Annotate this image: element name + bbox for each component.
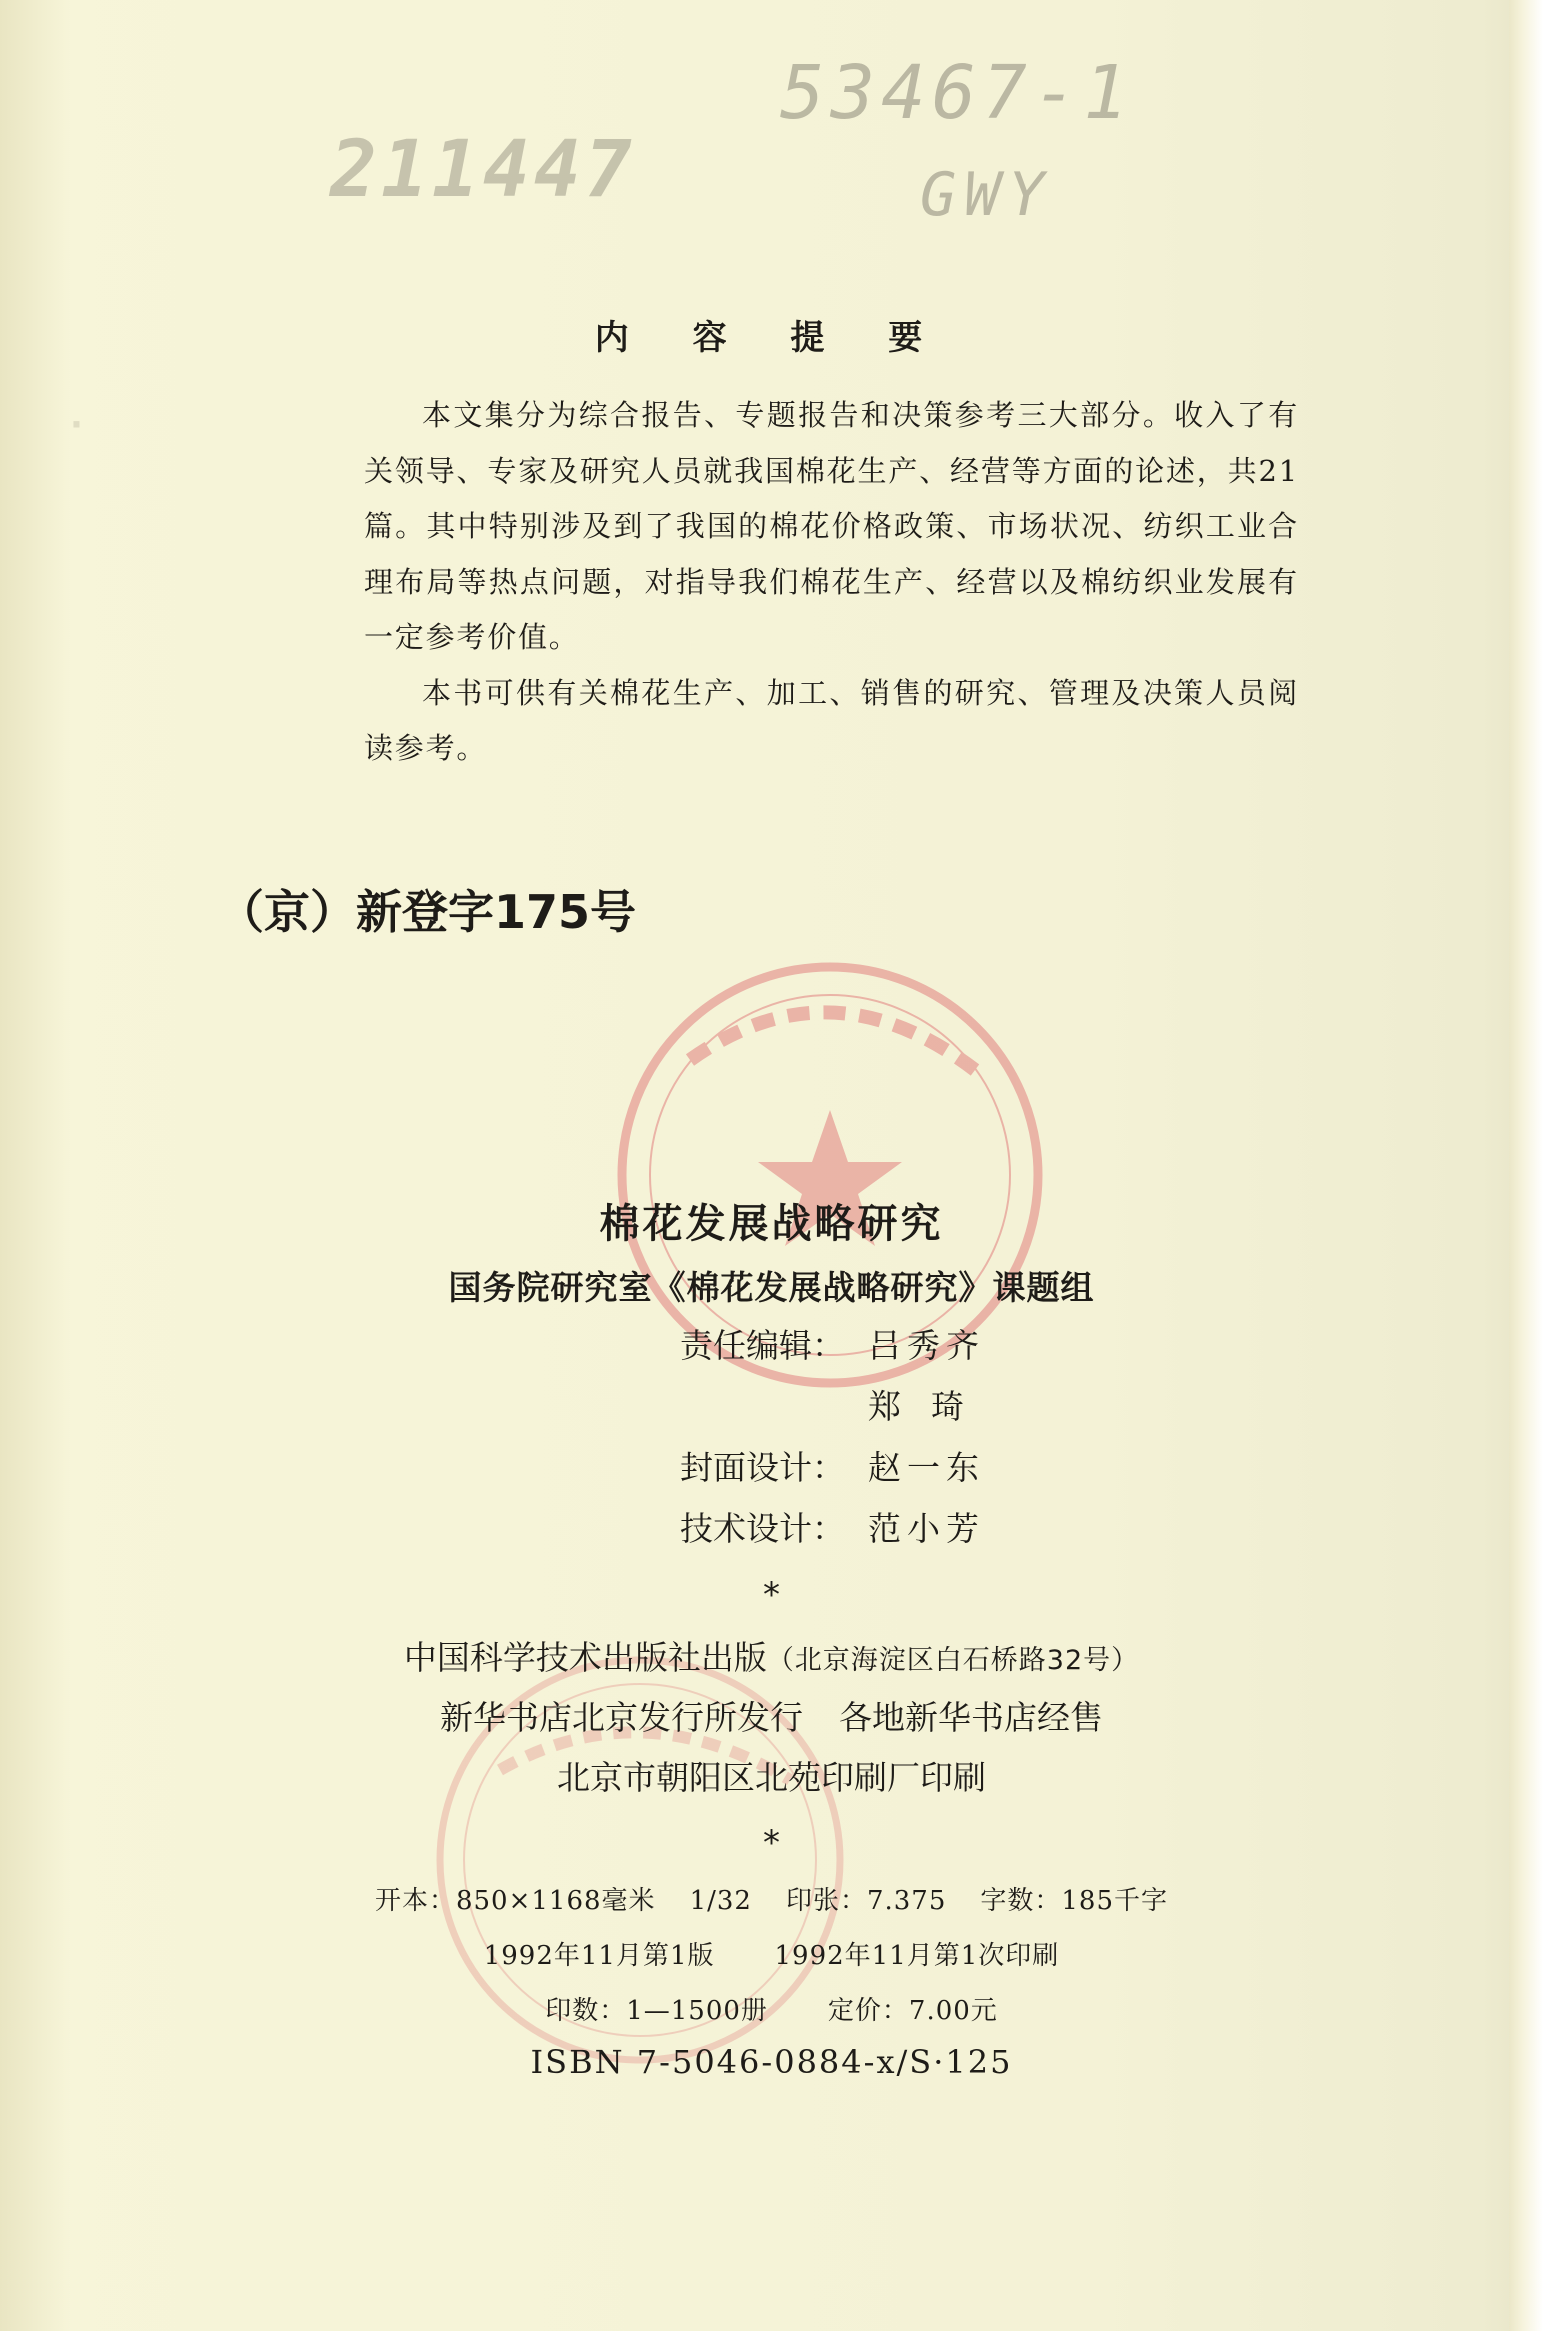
- abstract-paragraph-1: 本文集分为综合报告、专题报告和决策参考三大部分。收入了有关领导、专家及研究人员就我国棉花生产、经营等方面的论述，共21篇。其中特别涉及到了我国的棉花价格政策、市场状况、纺织工业合理布局等热点问题，对指导我们棉花生产、经营以及棉纺织业发展有一定参考价值。: [364, 398, 1299, 654]
- abstract-body: [364, 388, 1299, 777]
- book-title: 棉花发展战略研究: [599, 1201, 944, 1247]
- distributor: 新华书店北京发行所发行: [440, 1698, 803, 1737]
- credit-role: 技术设计：: [680, 1509, 845, 1548]
- spec-edition: 1992年11月第1版: [483, 1941, 715, 1971]
- spec-format: 开本：850×1168毫米: [374, 1886, 656, 1916]
- spec-line-1: [0, 1880, 1543, 1917]
- spec-words: 字数：185千字: [980, 1886, 1169, 1916]
- publisher-address: （北京海淀区白石桥路32号）: [766, 1645, 1140, 1676]
- credit-name: 范小芳: [868, 1509, 985, 1548]
- spec-sheets: 印张：7.375: [785, 1886, 947, 1916]
- credit-role: [680, 1376, 868, 1437]
- credit-row-editor: [680, 1315, 994, 1376]
- spec-price: 定价：7.00元: [827, 1996, 998, 2026]
- separator-asterisk: *: [763, 1575, 780, 1615]
- credit-role: 责任编辑：: [680, 1326, 845, 1365]
- publisher-line: [0, 1632, 1543, 1679]
- spec-line-3: [0, 1990, 1543, 2027]
- credit-name: 吕秀齐: [868, 1326, 985, 1365]
- distribution-line: [0, 1692, 1543, 1739]
- credit-row-editor-2: [680, 1376, 994, 1437]
- isbn: ISBN 7-5046-0884-x/S·125: [530, 2043, 1013, 2081]
- credit-name: 赵一东: [868, 1448, 985, 1487]
- publisher-name: 中国科学技术出版社出版: [403, 1638, 767, 1677]
- spec-printing: 1992年11月第1次印刷: [774, 1941, 1060, 1971]
- credit-row-tech-design: [680, 1498, 994, 1559]
- handwritten-note-1: 53467-1: [780, 50, 1134, 136]
- spec-copies: 印数：1—1500册: [545, 1996, 768, 2026]
- credit-role: 封面设计：: [680, 1448, 845, 1487]
- abstract-heading: 内 容 提 要: [594, 318, 949, 358]
- retailer: 各地新华书店经售: [839, 1698, 1103, 1737]
- credit-name: 郑琦: [868, 1387, 994, 1426]
- handwritten-note-2: GWY: [920, 160, 1053, 230]
- spec-line-2: [0, 1935, 1543, 1972]
- separator-asterisk-2: *: [763, 1823, 780, 1863]
- registration-number: （京）新登字175号: [218, 885, 637, 939]
- credits-list: [680, 1315, 994, 1559]
- spec-fold: 1/32: [689, 1886, 752, 1916]
- bleed-through-text: ·: [70, 405, 83, 445]
- credit-row-cover-design: [680, 1437, 994, 1498]
- abstract-paragraph-2: 本书可供有关棉花生产、加工、销售的研究、管理及决策人员阅读参考。: [364, 675, 1299, 765]
- printer-line: 北京市朝阳区北苑印刷厂印刷: [557, 1758, 986, 1797]
- handwritten-note-3: 211447: [330, 125, 636, 215]
- book-author: 国务院研究室《棉花发展战略研究》课题组: [448, 1268, 1095, 1307]
